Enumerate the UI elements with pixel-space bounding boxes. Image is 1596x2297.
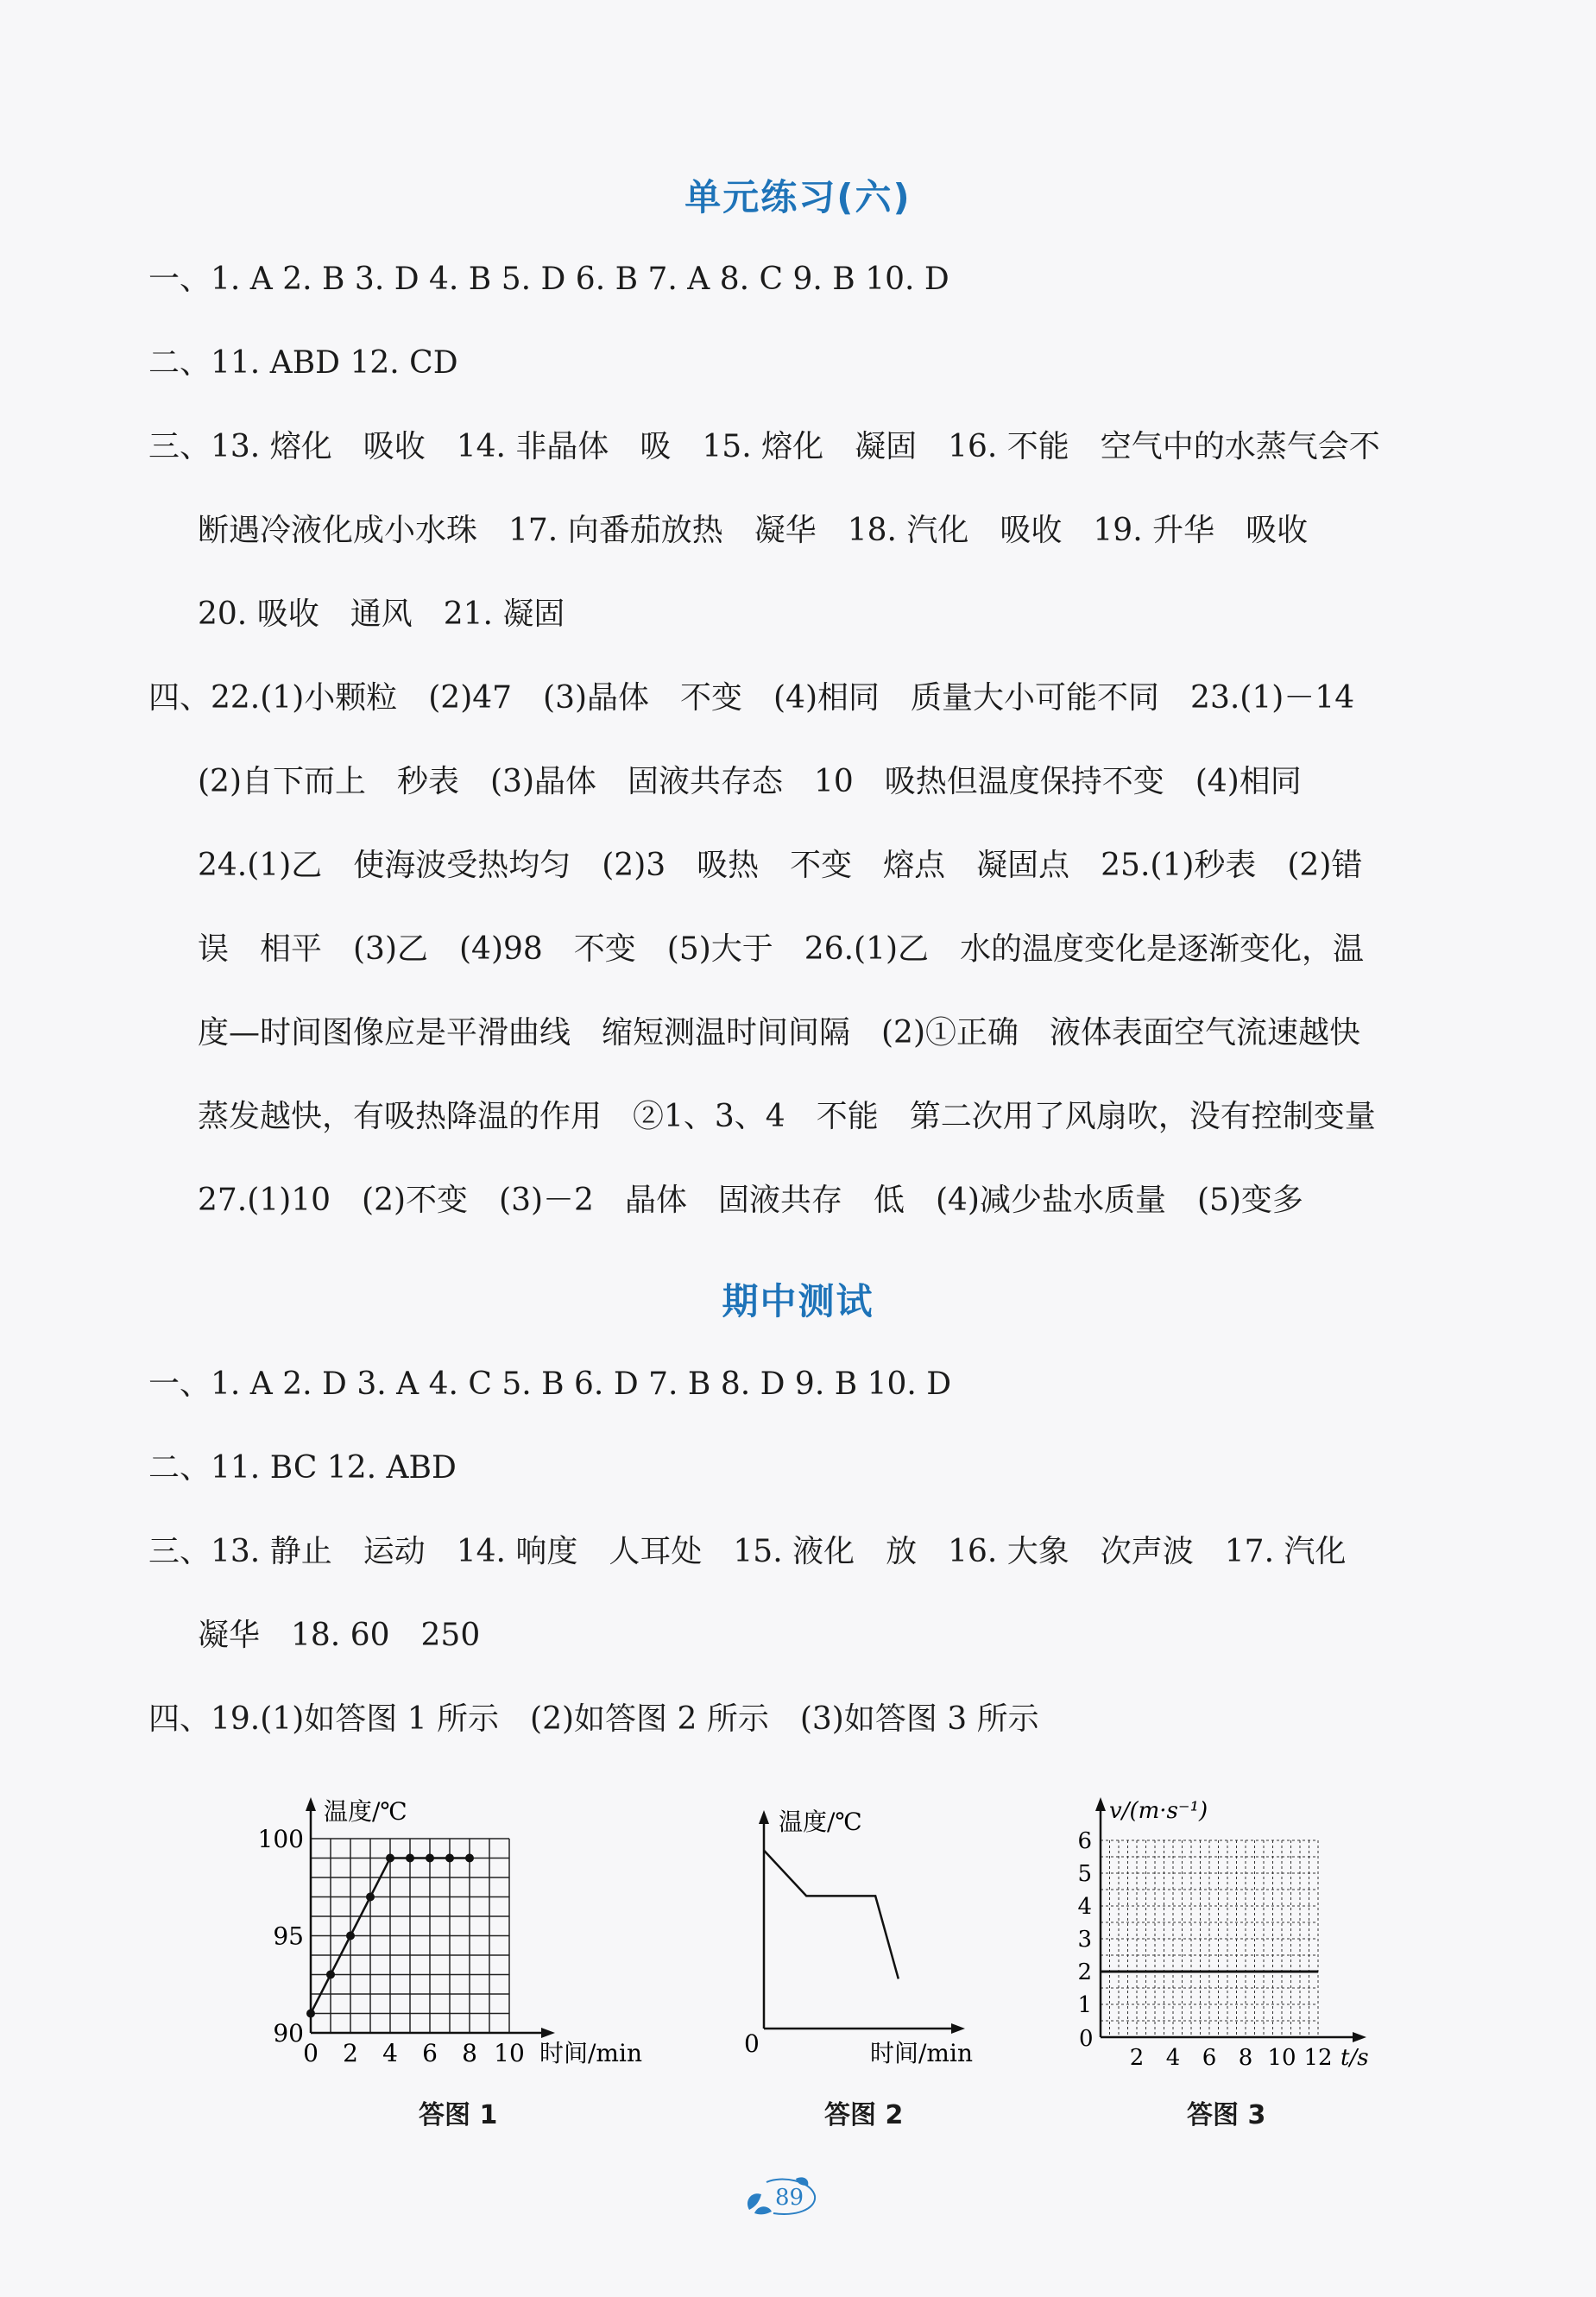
fig3-x-tick-label: 2 xyxy=(1129,2045,1145,2071)
figure-2-caption: 答图 2 xyxy=(824,2100,904,2130)
fig1-data-point xyxy=(465,1854,474,1863)
fig2-y-label: 温度/℃ xyxy=(779,1808,862,1836)
fig1-grid xyxy=(311,1839,509,2033)
fig1-x-tick-label: 0 xyxy=(303,2039,319,2067)
fig3-x-tick-label: 8 xyxy=(1238,2045,1253,2071)
fig3-origin-label: 0 xyxy=(1079,2026,1094,2052)
fig3-y-tick-label: 2 xyxy=(1077,1959,1092,1985)
answer-line: 四、19.(1)如答图 1 所示 (2)如答图 2 所示 (3)如答图 3 所示 xyxy=(148,1701,1039,1737)
fig3-y-tick-label: 3 xyxy=(1077,1927,1092,1953)
answer-line: (2)自下而上 秒表 (3)晶体 固液共存态 10 吸热但温度保持不变 (4)相同 xyxy=(198,764,1302,799)
fig1-x-label: 时间/min xyxy=(539,2039,642,2067)
fig1-data-point xyxy=(426,1854,434,1863)
fig1-y-label: 温度/℃ xyxy=(324,1797,407,1826)
fig1-x-tick-label: 4 xyxy=(382,2039,398,2067)
leaf-icon xyxy=(748,2193,761,2210)
fig1-x-tick-label: 6 xyxy=(422,2039,438,2067)
fig1-data-point xyxy=(366,1893,375,1902)
fig1-x-tick-label: 10 xyxy=(494,2039,525,2067)
fig3-y-arrow xyxy=(1095,1797,1106,1811)
page-number: 89 xyxy=(775,2185,804,2211)
fig2-x-arrow xyxy=(951,2023,965,2034)
fig3-grid xyxy=(1101,1840,1318,2037)
fig2-x-label: 时间/min xyxy=(870,2039,973,2067)
fig1-x-tick-label: 8 xyxy=(462,2039,477,2067)
fig1-y-tick-label: 100 xyxy=(257,1825,304,1853)
answer-line: 一、1. A 2. B 3. D 4. B 5. D 6. B 7. A 8. C 9. B 10. D xyxy=(148,262,949,297)
fig1-data-point xyxy=(346,1932,355,1940)
answer-line: 误 相平 (3)乙 (4)98 不变 (5)大于 26.(1)乙 水的温度变化是逐渐变化，温 xyxy=(198,931,1365,967)
fig3-x-tick-label: 4 xyxy=(1165,2045,1181,2071)
fig1-data-point xyxy=(326,1971,335,1979)
answer-line: 24.(1)乙 使海波受热均匀 (2)3 吸热 不变 熔点 凝固点 25.(1)秒表 (2)错 xyxy=(198,848,1363,883)
answer-line: 凝华 18. 60 250 xyxy=(198,1618,481,1653)
answer-line: 27.(1)10 (2)不变 (3)－2 晶体 固液共存 低 (4)减少盐水质量 (5)变多 xyxy=(198,1183,1303,1218)
fig2-data-line xyxy=(764,1851,899,1979)
fig1-y-arrow xyxy=(306,1797,316,1811)
figure-2-temperature-time-graph xyxy=(734,1800,1010,2076)
fig1-y-tick-label: 90 xyxy=(273,2019,304,2048)
fig1-y-tick-label: 95 xyxy=(273,1922,304,1951)
answer-line: 度—时间图像应是平滑曲线 缩短测温时间间隔 (2)①正确 液体表面空气流速越快 xyxy=(198,1015,1360,1051)
fig3-x-arrow xyxy=(1353,2032,1366,2042)
fig3-y-tick-label: 1 xyxy=(1077,1992,1092,2018)
fig1-x-arrow xyxy=(541,2028,555,2038)
fig3-y-tick-label: 5 xyxy=(1077,1861,1092,1887)
fig3-y-tick-label: 4 xyxy=(1077,1894,1092,1920)
answer-line: 20. 吸收 通风 21. 凝固 xyxy=(198,596,565,632)
answer-line: 一、1. A 2. D 3. A 4. C 5. B 6. D 7. B 8. D 9. B 10. D xyxy=(148,1366,952,1402)
answer-line: 四、22.(1)小颗粒 (2)47 (3)晶体 不变 (4)相同 质量大小可能不同 23.(1)－14 xyxy=(148,680,1355,716)
fig1-data-point xyxy=(386,1854,394,1863)
answer-line: 二、11. BC 12. ABD xyxy=(148,1450,457,1486)
fig3-x-tick-label: 12 xyxy=(1303,2045,1333,2071)
figure-1-caption: 答图 1 xyxy=(419,2100,498,2130)
fig3-y-label: v/(m·s⁻¹) xyxy=(1109,1798,1208,1824)
figure-3-velocity-time-graph xyxy=(1066,1787,1394,2080)
fig1-data-point xyxy=(306,2010,315,2018)
fig1-x-tick-label: 2 xyxy=(343,2039,358,2067)
answer-line: 三、13. 熔化 吸收 14. 非晶体 吸 15. 熔化 凝固 16. 不能 空气中的水蒸气会不 xyxy=(148,429,1380,464)
answer-line: 蒸发越快，有吸热降温的作用 ②1、3、4 不能 第二次用了风扇吹，没有控制变量 xyxy=(198,1099,1376,1134)
fig3-y-tick-label: 6 xyxy=(1077,1828,1092,1854)
leaf-icon xyxy=(754,2206,772,2214)
fig2-origin-label: 0 xyxy=(744,2029,760,2058)
answer-line: 二、11. ABD 12. CD xyxy=(148,345,458,381)
fig1-data-point xyxy=(406,1854,414,1863)
fig3-x-tick-label: 10 xyxy=(1267,2045,1296,2071)
figure-1-temperature-time-graph xyxy=(250,1787,673,2080)
section-title-midterm-test: 期中测试 xyxy=(722,1280,874,1322)
section-title-unit-practice-6: 单元练习(六) xyxy=(684,176,912,218)
figure-3-caption: 答图 3 xyxy=(1187,2100,1266,2130)
page-number-badge xyxy=(742,2175,820,2218)
fig1-data-point xyxy=(445,1854,454,1863)
fig3-x-label: t/s xyxy=(1341,2045,1369,2071)
answer-line: 三、13. 静止 运动 14. 响度 人耳处 15. 液化 放 16. 大象 次声波 17. 汽化 xyxy=(148,1534,1347,1569)
fig3-x-tick-label: 6 xyxy=(1202,2045,1217,2071)
answer-line: 断遇冷液化成小水珠 17. 向番茄放热 凝华 18. 汽化 吸收 19. 升华 吸收 xyxy=(198,513,1309,548)
fig2-y-arrow xyxy=(759,1810,769,1824)
